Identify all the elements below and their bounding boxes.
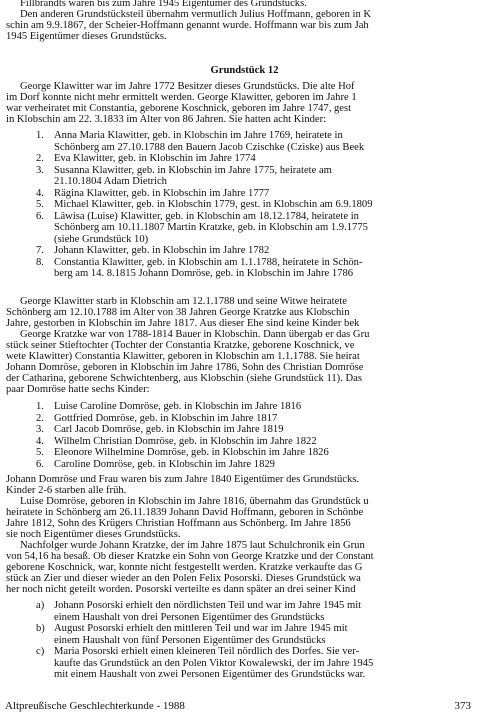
list-item: c) Maria Posorski erhielt einen kleineren Teil nördlich des Dorfes. Sie ver- kaufte das Grundstück an den Polen Viktor Kowalewski, der im Jahre 1945 mit einem Haushalt von zwei Personen Eigentümer des Grundstücks war. bbox=[36, 646, 374, 680]
para3-line-8: von 54,16 ha besaß. Ob dieser Kratzke ein Sohn von George Kratzke und der Constant bbox=[6, 551, 374, 562]
list-number: 4. bbox=[36, 435, 44, 447]
para3-line-6: sie noch Eigentümer dieses Grundstücks. bbox=[6, 529, 181, 540]
list-item: 5. Eleonore Wilhelmine Domröse, geb. in Klobschin im Jahre 1826 bbox=[36, 447, 329, 458]
para2-line-4: George Kratzke war von 1788-1814 Bauer in Klobschin. Dann übergab er das Gru bbox=[20, 329, 370, 340]
page-number: 373 bbox=[454, 700, 471, 712]
list-number: 3. bbox=[36, 164, 44, 176]
intro-line-3: schin am 9.9.1867, der Scheier-Hoffmann genannt wurde. Hoffmann war bis zum Jah bbox=[6, 20, 369, 31]
list-letter: b) bbox=[36, 623, 45, 634]
children-list-domroese bbox=[28, 401, 329, 470]
para1-line-1: George Klawitter war im Jahre 1772 Besitzer dieses Grundstücks. Die alte Hof bbox=[20, 81, 355, 92]
para3-line-3: Luise Domröse, geboren in Klobschin im Jahre 1816, übernahm das Grundstück u bbox=[20, 496, 369, 507]
heirs-list bbox=[28, 600, 373, 681]
list-item: 4. Wilhelm Christian Domröse, geb. in Klobschin im Jahre 1822 bbox=[36, 435, 317, 447]
list-item: 6. Caroline Domröse, geb. in Klobschin im Jahre 1829 bbox=[36, 458, 275, 470]
para2-line-2: Schönberg am 12.10.1788 im Alter von 38 Jahren George Kratzke aus Klobschin bbox=[6, 307, 350, 318]
list-number: 8. bbox=[36, 256, 44, 268]
list-number: 2. bbox=[36, 412, 44, 424]
list-letter: a) bbox=[36, 600, 45, 611]
intro-line-4: 1945 Eigentümer dieses Grundstücks. bbox=[6, 31, 167, 42]
para2-line-5: stück seiner Stieftochter (Tochter der Constantia Kratzke, geborene Koschnick, ve bbox=[6, 340, 355, 351]
para2-line-1: George Klawitter starb in Klobschin am 12.1.1788 und seine Witwe heiratete bbox=[20, 296, 347, 307]
list-item: 3. Susanna Klawitter, geb. in Klobschin im Jahre 1775, heiratete am 21.10.1804 Adam Dietrich bbox=[36, 164, 332, 187]
list-item: 5. Michael Klawitter, geb. in Klobschin 1779, gest. in Klobschin am 6.9.1809 bbox=[36, 199, 373, 210]
para3-line-1: Johann Domröse und Frau waren bis zum Jahre 1840 Eigentümer des Grundstücks. bbox=[6, 474, 360, 485]
para3-line-11: her noch nicht geteilt worden. Posorski verteilte es dann später an drei seiner Kind bbox=[6, 584, 356, 595]
list-item: 1. Anna Maria Klawitter, geb. in Klobschin im Jahre 1769, heiratete in Schönberg am 27.10.1788 den Bauern Jacob Czischke (Cziske) aus Beek bbox=[36, 130, 365, 153]
para1-line-4: in Klobschin am 22. 3.1833 im Alter von 86 Jahren. Sie hatten acht Kinder: bbox=[6, 114, 327, 125]
para1-line-2: im Dorf konnte nicht mehr ermittelt werden. George Klawitter, geboren im Jahre 1 bbox=[6, 92, 357, 103]
para3-line-9: geborene Koschnick, war, konnte nicht festgestellt werden. Kratzke verkaufte das G bbox=[6, 562, 363, 573]
list-number: 7. bbox=[36, 245, 44, 256]
list-item: 8. Constantia Klawitter, geb. in Klobschin am 1.1.1788, heiratete in Schön- berg am 14. 8.1815 Johann Domröse, geb. in Klobschin im Jahre 1786 bbox=[36, 256, 363, 279]
list-number: 3. bbox=[36, 424, 44, 435]
para3-line-7: Nachfolger wurde Johann Kratzke, der im Jahre 1875 laut Schulchronik ein Grun bbox=[20, 540, 365, 551]
list-item: 6. Läwisa (Luise) Klawitter, geb. in Klobschin am 18.12.1784, heiratete in Schönberg am 10.11.1807 Martin Kratzke, geb. in Klobschin am 1.9.1775 (siehe Grundstück 10) bbox=[36, 210, 368, 245]
list-number: 2. bbox=[36, 153, 44, 164]
para3-line-2: Kinder 2-6 starben alle früh. bbox=[6, 485, 127, 496]
list-number: 4. bbox=[36, 187, 44, 199]
list-item: a) Johann Posorski erhielt den nördlichsten Teil und war im Jahre 1945 mit einem Haushalt von drei Personen Eigentümer des Grundstücks bbox=[36, 600, 362, 623]
list-item: 2. Gottfried Domröse, geb. in Klobschin im Jahre 1817 bbox=[36, 412, 278, 424]
list-item: b) August Posorski erhielt den mittleren Teil und war im Jahre 1945 mit einem Haushalt von fünf Personen Eigentümer des Grundstücks bbox=[36, 623, 348, 646]
section-heading: Grundstück 12 bbox=[210, 65, 279, 76]
list-number: 1. bbox=[36, 401, 44, 412]
list-number: 6. bbox=[36, 210, 44, 222]
para3-line-4: heiratete in Schönberg am 26.11.1839 Johann David Hoffmann, geboren in Schönbe bbox=[6, 507, 364, 518]
para1-line-3: war verheiratet mit Constantia, geborene Koschnick, geboren im Jahre 1747, gest bbox=[6, 103, 352, 114]
list-item: 7. Johann Klawitter, geb. in Klobschin im Jahre 1782 bbox=[36, 245, 270, 256]
list-number: 5. bbox=[36, 447, 44, 458]
list-item: 1. Luise Caroline Domröse, geb. in Klobschin im Jahre 1816 bbox=[36, 401, 302, 412]
list-item: 3. Carl Jacob Domröse, geb. in Klobschin im Jahre 1819 bbox=[36, 424, 284, 435]
para2-line-6: wete Klawitter) Constantia Klawitter, geboren in Klobschin am 1.1.1788. Sie heirat bbox=[6, 351, 360, 362]
footer-publication: Altpreußische Geschlechterkunde - 1988 bbox=[5, 700, 185, 712]
para2-line-8: der Catharina, geborene Schwichtenberg, aus Klobschin (siehe Grundstück 11). Das bbox=[6, 373, 362, 384]
para3-line-10: stück an Zier und dieser wieder an den Polen Felix Posorski. Dieses Grundstück wa bbox=[6, 573, 361, 584]
list-number: 5. bbox=[36, 199, 44, 210]
list-item: 2. Eva Klawitter, geb. in Klobschin im Jahre 1774 bbox=[36, 153, 256, 164]
list-number: 1. bbox=[36, 130, 44, 141]
list-number: 6. bbox=[36, 458, 44, 470]
children-list-klawitter bbox=[28, 130, 373, 280]
intro-line-2: Den anderen Grundstücksteil übernahm vermutlich Julius Hoffmann, geboren in K bbox=[20, 9, 372, 20]
para3-line-5: Jahre 1812, Sohn des Krügers Christian Hoffmann aus Schönberg. Im Jahre 1856 bbox=[6, 518, 351, 529]
para2-line-3: Jahre, gestorben in Klobschin im Jahre 1817. Aus dieser Ehe sind keine Kinder bek bbox=[6, 318, 360, 329]
para2-line-9: paar Domröse hatte sechs Kinder: bbox=[6, 384, 150, 395]
list-letter: c) bbox=[36, 646, 45, 657]
intro-line-1: Fillbrandts waren bis zum Jahre 1945 Eigentümer des Grundstücks. bbox=[20, 0, 307, 9]
list-item: 4. Rägina Klawitter, geb. in Klobschin im Jahre 1777 bbox=[36, 187, 270, 199]
para2-line-7: Johann Domröse, geboren in Klobschin im Jahre 1786, Sohn des Christian Domröse bbox=[6, 362, 364, 373]
